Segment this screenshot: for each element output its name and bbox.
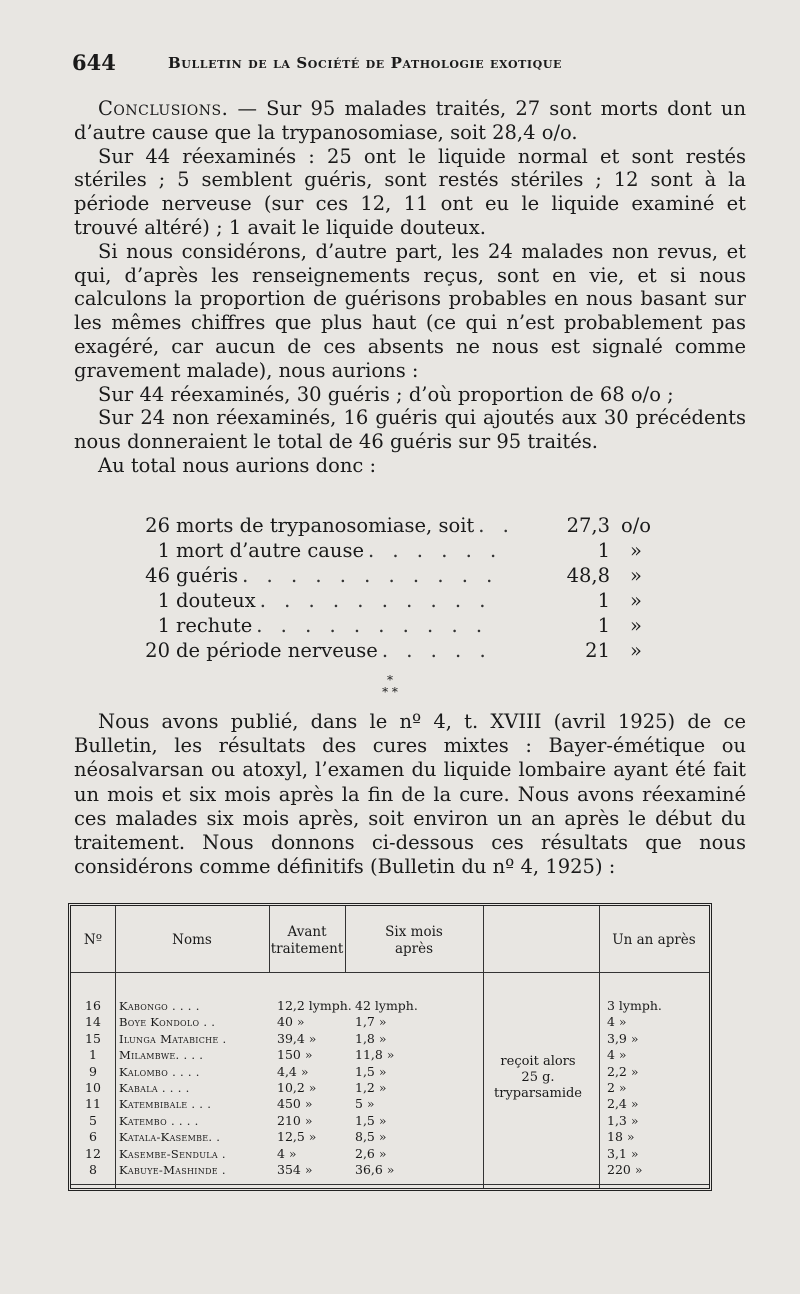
row-un-an: 3,9 » bbox=[607, 1030, 639, 1046]
row-number: 5 bbox=[89, 1112, 97, 1128]
header-un-an: Un an après bbox=[612, 932, 696, 948]
conclusions-paragraph-3: Si nous considérons, d’autre part, les 24 malades non revus, et qui, d’après les renseignements reçus, sont en vie, et si nous calculons la proportion de guérisons probables en nous basant sur les mêmes chiffres que plus haut (ce qui n’est probablement pas exagéré, car aucun de ces absents ne nous est signalé comme gravement malade), nous aurions : bbox=[74, 239, 746, 382]
table-row bbox=[71, 1129, 709, 1145]
summary-row bbox=[138, 563, 658, 588]
header-names: Noms bbox=[172, 932, 212, 948]
row-number: 8 bbox=[89, 1162, 97, 1177]
row-avant: 210 » bbox=[277, 1112, 313, 1128]
summary-count: 1 bbox=[157, 589, 170, 612]
results-intro-paragraph: Nous avons publié, dans le nº 4, t. XVIII (avril 1925) de ce Bulletin, les résultats des cures mixtes : Bayer-émétique ou néosalvarsan ou atoxyl, l’examen du liquide lombaire ayant été fait un mois et six mois après la fin de la cure. Nous avons réexaminé ces malades six mois après, soit environ un an après le début du traitement. Nous donnons ci-dessous ces résultats que nous considérons comme définitifs (Bulletin du nº 4, 1925) : bbox=[74, 710, 746, 879]
header-avant-line2: traitement bbox=[270, 941, 344, 957]
row-name: Kabuye-Mashinde . bbox=[119, 1163, 226, 1177]
row-number: 15 bbox=[85, 1030, 101, 1046]
row-un-an: 2,2 » bbox=[607, 1063, 639, 1079]
row-number: 11 bbox=[85, 1096, 101, 1112]
summary-count: 1 bbox=[157, 614, 170, 637]
conclusions-section bbox=[74, 97, 746, 478]
summary-unit: » bbox=[630, 539, 642, 562]
row-six-mois: 42 lymph. bbox=[355, 998, 418, 1013]
summary-value: 27,3 bbox=[566, 514, 610, 537]
page-header bbox=[72, 50, 742, 86]
table-row bbox=[71, 1146, 709, 1162]
conclusions-paragraph-5: Sur 24 non réexaminés, 16 guéris qui ajoutés aux 30 précédents nous donneraient le total de 46 guéris sur 95 traités. bbox=[74, 406, 746, 454]
row-number: 6 bbox=[89, 1129, 97, 1145]
summary-leader: . . . . . . . . . . bbox=[259, 589, 492, 612]
summary-leader: . . . . . bbox=[381, 639, 492, 662]
section-separator bbox=[370, 674, 410, 698]
results-intro-section bbox=[74, 710, 746, 879]
summary-label: morts de trypanosomiase, soit bbox=[176, 514, 475, 537]
header-six-line2: après bbox=[394, 941, 434, 957]
row-un-an: 1,3 » bbox=[607, 1112, 639, 1128]
row-name: Kasembe-Sendula . bbox=[119, 1146, 226, 1161]
row-avant: 40 » bbox=[277, 1014, 305, 1030]
summary-count: 26 bbox=[145, 514, 170, 537]
row-name: Kabala . . . . bbox=[119, 1081, 190, 1095]
row-number: 10 bbox=[85, 1080, 101, 1095]
table-row bbox=[71, 1080, 709, 1096]
row-six-mois: 1,5 » bbox=[355, 1063, 387, 1079]
row-name: Boye Kondolo . . bbox=[119, 1015, 216, 1030]
table-row bbox=[71, 1064, 709, 1080]
summary-unit: » bbox=[630, 589, 642, 612]
row-avant: 450 » bbox=[277, 1096, 313, 1112]
row-six-mois: 36,6 » bbox=[355, 1162, 395, 1177]
summary-value: 21 bbox=[585, 639, 610, 662]
row-avant: 354 » bbox=[277, 1162, 313, 1177]
row-avant: 12,5 » bbox=[277, 1129, 317, 1145]
row-un-an: 2 » bbox=[607, 1080, 627, 1095]
summary-row bbox=[138, 513, 658, 538]
header-six-line1: Six mois bbox=[385, 924, 443, 940]
row-name: Katembo . . . . bbox=[119, 1113, 199, 1128]
row-un-an: 220 » bbox=[607, 1162, 643, 1177]
row-un-an: 18 » bbox=[607, 1129, 635, 1145]
row-avant: 4,4 » bbox=[277, 1063, 309, 1079]
brace-line2: 25 g. bbox=[521, 1070, 555, 1085]
summary-list bbox=[138, 513, 658, 663]
summary-row bbox=[138, 588, 658, 613]
separator-stars-bottom: * * bbox=[382, 685, 398, 699]
row-number: 12 bbox=[85, 1145, 101, 1161]
summary-label: douteux bbox=[176, 589, 256, 612]
summary-row bbox=[138, 638, 658, 663]
summary-value: 48,8 bbox=[566, 564, 610, 587]
row-un-an: 4 » bbox=[607, 1047, 627, 1063]
row-six-mois: 1,2 » bbox=[355, 1080, 387, 1095]
conclusions-paragraph-6: Au total nous aurions donc : bbox=[98, 453, 377, 477]
conclusions-p1-text: — Sur 95 malades traités, 27 sont morts dont un d’autre cause que la trypanosomiase, soit 28,4 o/o. bbox=[74, 97, 746, 144]
row-avant: 10,2 » bbox=[277, 1080, 317, 1095]
row-number: 1 bbox=[89, 1047, 97, 1063]
results-table bbox=[68, 903, 712, 1191]
row-number: 14 bbox=[85, 1014, 101, 1030]
summary-leader: . . . . . . . . . . . bbox=[242, 564, 499, 587]
row-un-an: 3,1 » bbox=[607, 1145, 639, 1161]
row-number: 16 bbox=[85, 998, 101, 1013]
row-name: Katembibale . . . bbox=[119, 1097, 212, 1112]
summary-row bbox=[138, 613, 658, 638]
running-title: Bulletin de la Société de Pathologie exotique bbox=[168, 54, 563, 72]
table-row bbox=[71, 1162, 709, 1178]
row-avant: 150 » bbox=[277, 1047, 313, 1063]
row-un-an: 2,4 » bbox=[607, 1096, 639, 1112]
table-row bbox=[71, 1047, 709, 1063]
row-un-an: 4 » bbox=[607, 1014, 627, 1030]
summary-count: 46 bbox=[145, 564, 170, 587]
summary-unit: » bbox=[630, 614, 642, 637]
summary-unit: » bbox=[630, 639, 642, 662]
table-bottom-rule bbox=[71, 1184, 709, 1185]
row-six-mois: 1,5 » bbox=[355, 1112, 387, 1128]
separator-star-top: * bbox=[387, 673, 393, 687]
summary-value: 1 bbox=[597, 589, 610, 612]
table-row bbox=[71, 1113, 709, 1129]
conclusions-paragraph-2: Sur 44 réexaminés : 25 ont le liquide normal et sont restés stériles ; 5 semblent guéris, sont restés stériles ; 12 sont à la période nerveuse (sur ces 12, 11 ont eu le liquide examiné et trouvé altéré) ; 1 avait le liquide douteux. bbox=[74, 144, 746, 239]
conclusions-paragraph-4: Sur 44 réexaminés, 30 guéris ; d’où proportion de 68 o/o ; bbox=[98, 382, 674, 406]
row-six-mois: 2,6 » bbox=[355, 1145, 387, 1161]
summary-unit: » bbox=[630, 564, 642, 587]
table-row bbox=[71, 998, 709, 1014]
row-name: Katala-Kasembe. . bbox=[119, 1130, 221, 1145]
summary-leader: . . . . . . . . . . bbox=[256, 614, 489, 637]
brace-line3: tryparsamide bbox=[494, 1086, 582, 1101]
row-name: Kalombo . . . . bbox=[119, 1064, 200, 1079]
summary-leader: . . . . . . bbox=[368, 539, 503, 562]
row-six-mois: 1,7 » bbox=[355, 1014, 387, 1030]
summary-label: mort d’autre cause bbox=[176, 539, 365, 562]
header-avant bbox=[269, 924, 345, 958]
page-number: 644 bbox=[72, 50, 116, 75]
header-no: Nº bbox=[83, 932, 103, 948]
table-row bbox=[71, 1014, 709, 1030]
summary-label: de période nerveuse bbox=[176, 639, 378, 662]
table-row bbox=[71, 1031, 709, 1047]
conclusions-lead: Conclusions. bbox=[98, 97, 229, 120]
conclusions-paragraph-1 bbox=[74, 97, 746, 145]
row-six-mois: 8,5 » bbox=[355, 1129, 387, 1145]
summary-label: rechute bbox=[176, 614, 253, 637]
row-six-mois: 11,8 » bbox=[355, 1047, 395, 1063]
row-number: 9 bbox=[89, 1063, 97, 1079]
row-name: Milambwe. . . . bbox=[119, 1048, 204, 1063]
row-name: Kabongo . . . . bbox=[119, 999, 200, 1013]
summary-row bbox=[138, 538, 658, 563]
summary-value: 1 bbox=[597, 539, 610, 562]
summary-leader: . . bbox=[478, 514, 515, 537]
row-six-mois: 1,8 » bbox=[355, 1030, 387, 1046]
summary-count: 1 bbox=[157, 539, 170, 562]
row-un-an: 3 lymph. bbox=[607, 998, 662, 1013]
row-avant: 4 » bbox=[277, 1145, 297, 1161]
summary-value: 1 bbox=[597, 614, 610, 637]
table-row bbox=[71, 1096, 709, 1112]
row-avant: 39,4 » bbox=[277, 1030, 317, 1046]
row-name: Ilunga Matabiche . bbox=[119, 1031, 227, 1046]
summary-label: guéris bbox=[176, 564, 239, 587]
summary-unit: o/o bbox=[620, 514, 652, 537]
header-avant-line1: Avant bbox=[287, 924, 327, 940]
header-six-mois bbox=[345, 924, 483, 958]
brace-line1: reçoit alors bbox=[500, 1054, 576, 1069]
row-six-mois: 5 » bbox=[355, 1096, 375, 1112]
table-header-rule bbox=[71, 972, 709, 973]
summary-count: 20 bbox=[145, 639, 170, 662]
row-avant: 12,2 lymph. bbox=[277, 998, 352, 1013]
